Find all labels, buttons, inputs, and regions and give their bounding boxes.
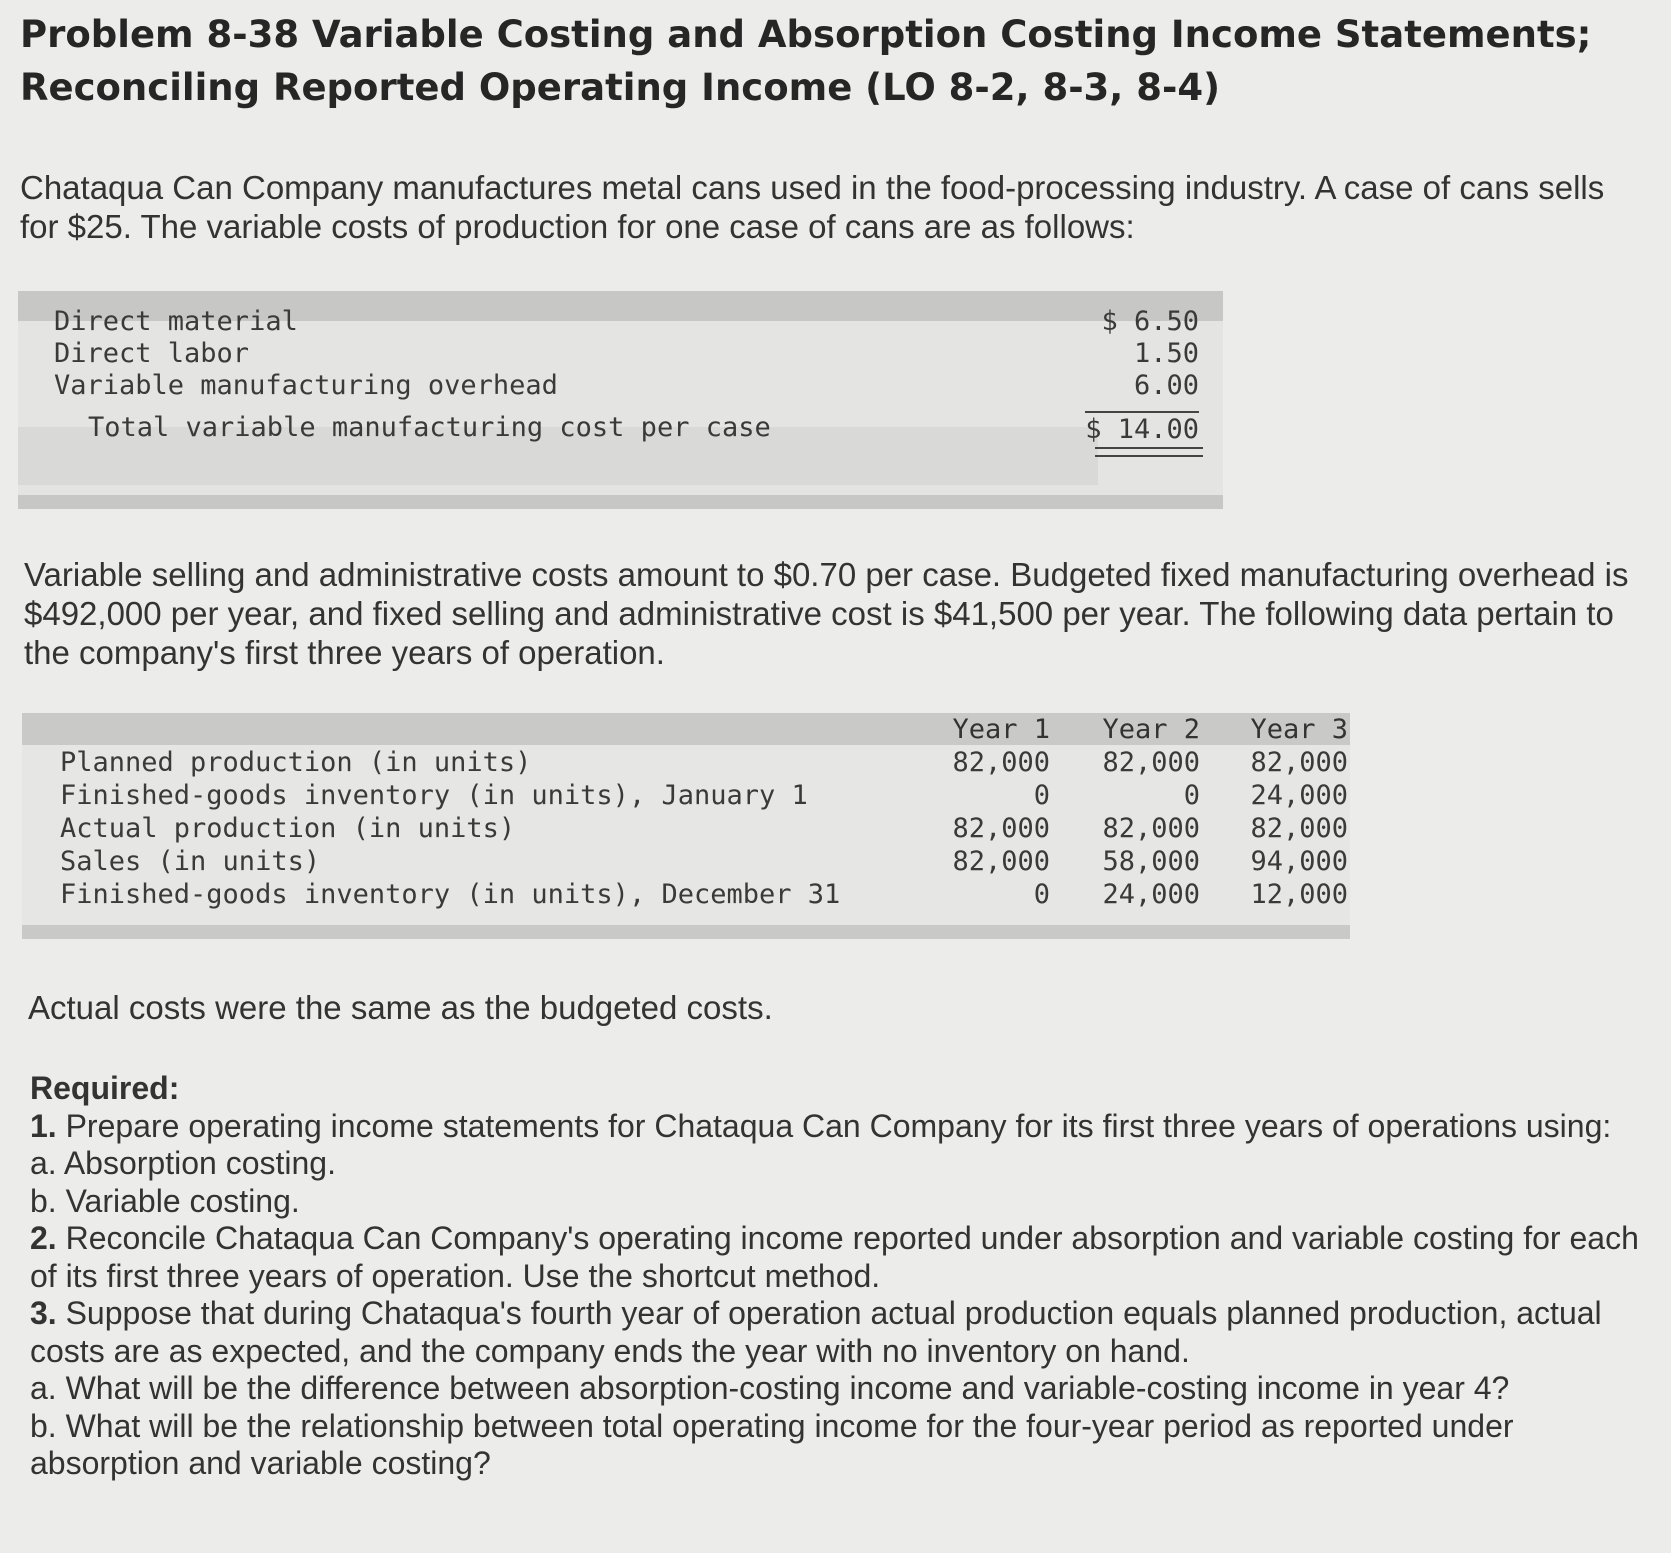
required-item-2 <box>30 1220 1650 1295</box>
table-row <box>22 812 1350 845</box>
cell-year-2: 82,000 <box>1102 813 1200 844</box>
required-item-1 <box>30 1108 1650 1146</box>
table-footer-band <box>22 925 1350 939</box>
table-row <box>22 746 1350 779</box>
table-row <box>18 337 1223 371</box>
required-item-1a: a. Absorption costing. <box>30 1145 336 1181</box>
double-underline <box>1095 447 1203 457</box>
cell-year-3: 82,000 <box>1250 813 1348 844</box>
cost-label: Direct material <box>54 306 298 337</box>
title-line-1: Problem 8-38 Variable Costing and Absorption Costing Income Statements; <box>20 13 1592 56</box>
cell-year-1: 82,000 <box>952 747 1050 778</box>
table-row <box>22 845 1350 878</box>
required-item-3a: a. What will be the difference between absorption-costing income and variable-costing income in year 4? <box>30 1370 1510 1406</box>
column-header-year-3: Year 3 <box>1250 714 1348 745</box>
table-row <box>22 779 1350 812</box>
cell-year-3: 24,000 <box>1250 780 1348 811</box>
required-item-3b: b. What will be the relationship between total operating income for the four-year period as reported under absorption and variable costing? <box>30 1407 1514 1481</box>
cost-label: Variable manufacturing overhead <box>54 370 558 401</box>
column-header-year-1: Year 1 <box>952 714 1050 745</box>
item-text: Reconcile Chataqua Can Company's operating income reported under absorption and variable costing for each of its first three years of operation. Use the shortcut method. <box>30 1220 1639 1294</box>
item-number: 1. <box>30 1107 57 1144</box>
cell-year-1: 0 <box>1033 879 1050 910</box>
cell-year-2: 58,000 <box>1102 846 1200 877</box>
variable-cost-table <box>18 291 1223 509</box>
row-label: Actual production (in units) <box>60 813 516 844</box>
required-section <box>30 1070 1650 1483</box>
production-data-table <box>22 713 1350 939</box>
table-footer-band <box>18 495 1223 509</box>
cell-year-3: 94,000 <box>1250 846 1348 877</box>
cell-year-2: 24,000 <box>1102 879 1200 910</box>
row-label: Finished-goods inventory (in units), December 31 <box>60 879 841 910</box>
item-text: Prepare operating income statements for Chataqua Can Company for its first three years of operations using: <box>65 1107 1612 1144</box>
cell-year-3: 82,000 <box>1250 747 1348 778</box>
item-number: 2. <box>30 1220 57 1256</box>
cost-amount: $ 6.50 <box>1101 306 1199 337</box>
problem-title <box>20 8 1640 114</box>
cell-year-2: 0 <box>1183 780 1200 811</box>
title-line-2: Reconciling Reported Operating Income (LO 8-2, 8-3, 8-4) <box>20 66 1220 109</box>
column-header-year-2: Year 2 <box>1102 714 1200 745</box>
cell-year-1: 82,000 <box>952 846 1050 877</box>
total-amount: $ 14.00 <box>1085 411 1199 447</box>
row-label: Sales (in units) <box>60 846 321 877</box>
table-row <box>18 305 1223 339</box>
cell-year-1: 82,000 <box>952 813 1050 844</box>
total-label: Total variable manufacturing cost per case <box>88 412 771 443</box>
item-number: 3. <box>30 1295 57 1331</box>
cost-amount: 1.50 <box>1133 338 1199 369</box>
row-label: Finished-goods inventory (in units), January 1 <box>60 780 808 811</box>
table-row <box>18 369 1223 403</box>
cost-label: Direct labor <box>54 338 250 369</box>
item-text: Suppose that during Chataqua's fourth year of operation actual production equals planned production, actual costs are as expected, and the company ends the year with no inventory on hand. <box>30 1295 1602 1369</box>
cost-details-paragraph: Variable selling and administrative costs amount to $0.70 per case. Budgeted fixed manufacturing overhead is $492,000 per year, and fixed selling and administrative cost is $41,500 per year. The following data pertain to the company's first three years of operation. <box>24 556 1629 671</box>
cell-year-2: 82,000 <box>1102 747 1200 778</box>
required-heading: Required: <box>30 1070 180 1106</box>
cost-amount: 6.00 <box>1133 370 1199 401</box>
row-label: Planned production (in units) <box>60 747 532 778</box>
intro-paragraph: Chataqua Can Company manufactures metal cans used in the food-processing industry. A case of cans sells for $25. The variable costs of production for one case of cans are as follows: <box>20 169 1605 245</box>
total-row <box>18 411 1223 445</box>
table-row <box>22 878 1350 911</box>
required-item-3 <box>30 1295 1650 1370</box>
table-header-row <box>22 713 1350 746</box>
actual-costs-note: Actual costs were the same as the budgeted costs. <box>28 989 773 1026</box>
cell-year-3: 12,000 <box>1250 879 1348 910</box>
cell-year-1: 0 <box>1033 780 1050 811</box>
required-item-1b: b. Variable costing. <box>30 1182 300 1219</box>
